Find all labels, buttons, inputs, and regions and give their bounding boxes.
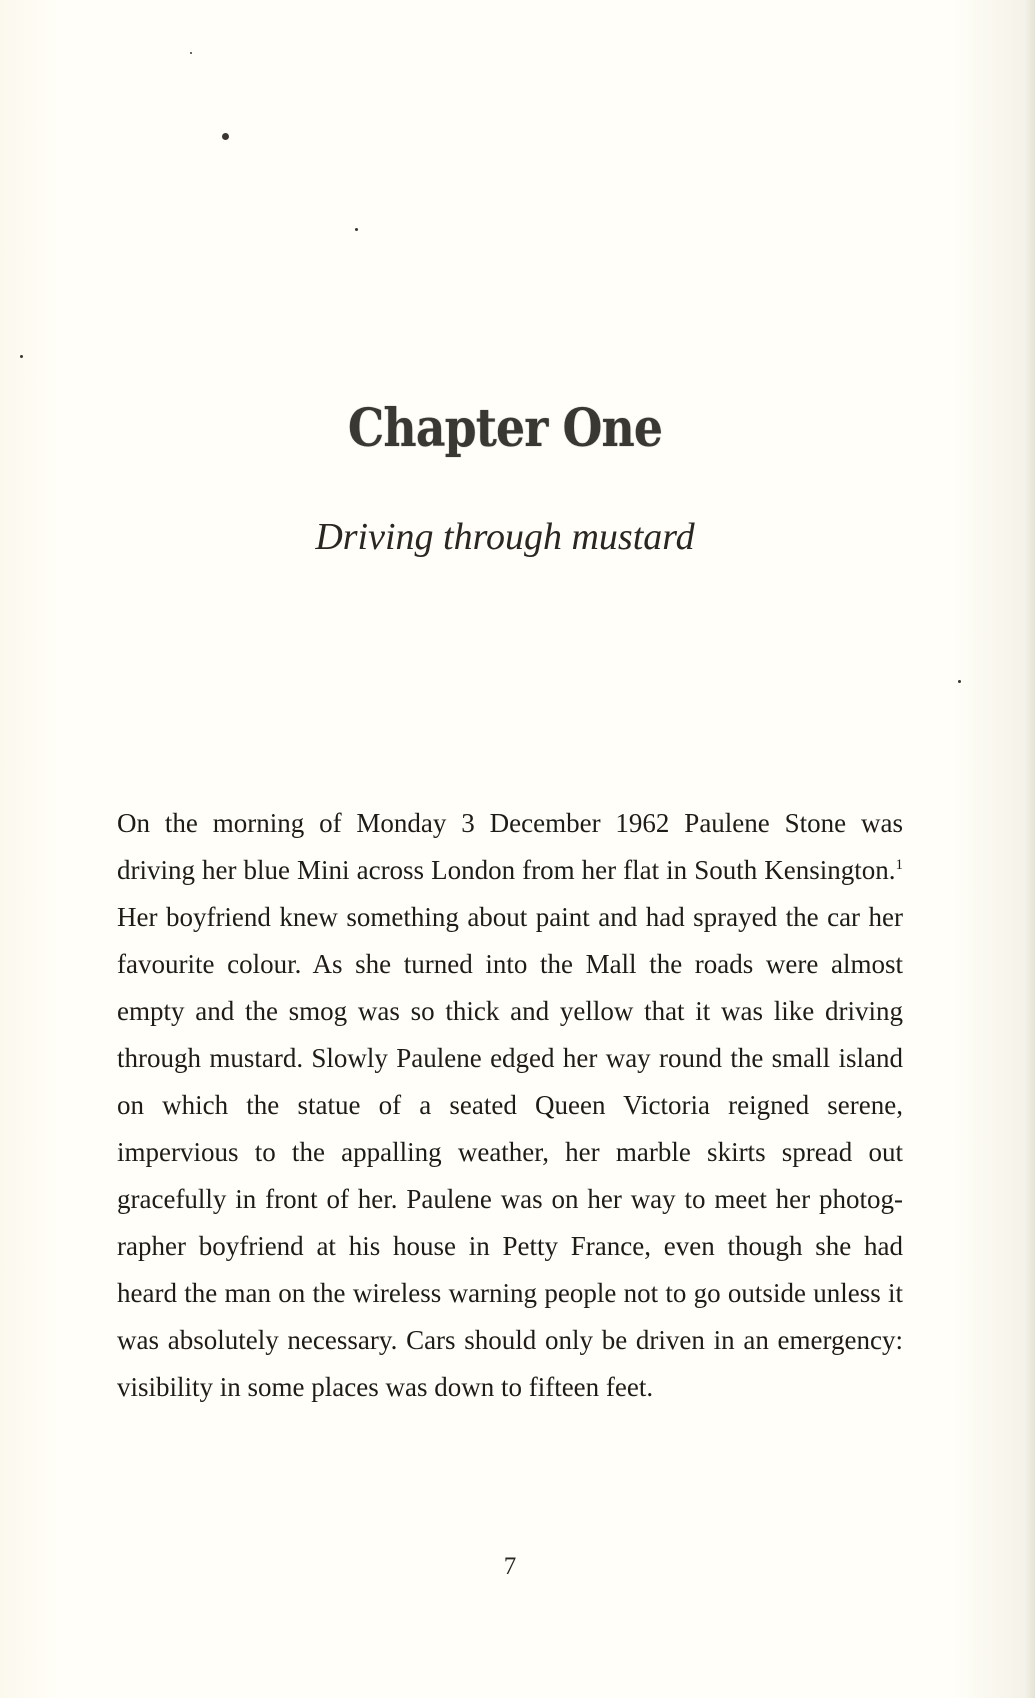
- page-number: 7: [503, 1553, 517, 1580]
- ink-speck: [20, 355, 23, 358]
- page-edge-shadow: [1025, 0, 1035, 1698]
- ink-speck: [190, 52, 192, 54]
- body-paragraph: [117, 800, 903, 1411]
- ink-speck: [222, 133, 229, 140]
- ink-speck: [355, 228, 358, 231]
- paragraph-text-part-1: On the morning of Monday 3 December 1962 Paulene Stone was driving her blue Mini across London from her flat in South Kensington.: [117, 808, 903, 885]
- footnote-marker[interactable]: 1: [895, 857, 903, 873]
- ink-speck: [958, 680, 961, 683]
- chapter-subtitle: Driving through mustard: [315, 516, 695, 558]
- paragraph-text-part-2: Her boyfriend knew something about paint and had sprayed the car her favourite colour. As she turned into the Mall the roads were almost empty and the smog was so thick and yellow that it was like driving through mustard. Slowly Paulene edged her way round the small island on which the statue of a seated Queen Victoria reigned serene, impervious to the appalling weather, her marble skirts spread out gracefully in front of her. Paulene was on her way to meet her photographer boyfriend at his house in Petty France, even though she had heard the man on the wireless warning people not to go outside unless it was absolutely necessary. Cars should only be driven in an emergency: visibility in some places was down to fifteen feet.: [117, 902, 903, 1402]
- chapter-title: Chapter One: [347, 398, 663, 459]
- body-text: [117, 800, 903, 1411]
